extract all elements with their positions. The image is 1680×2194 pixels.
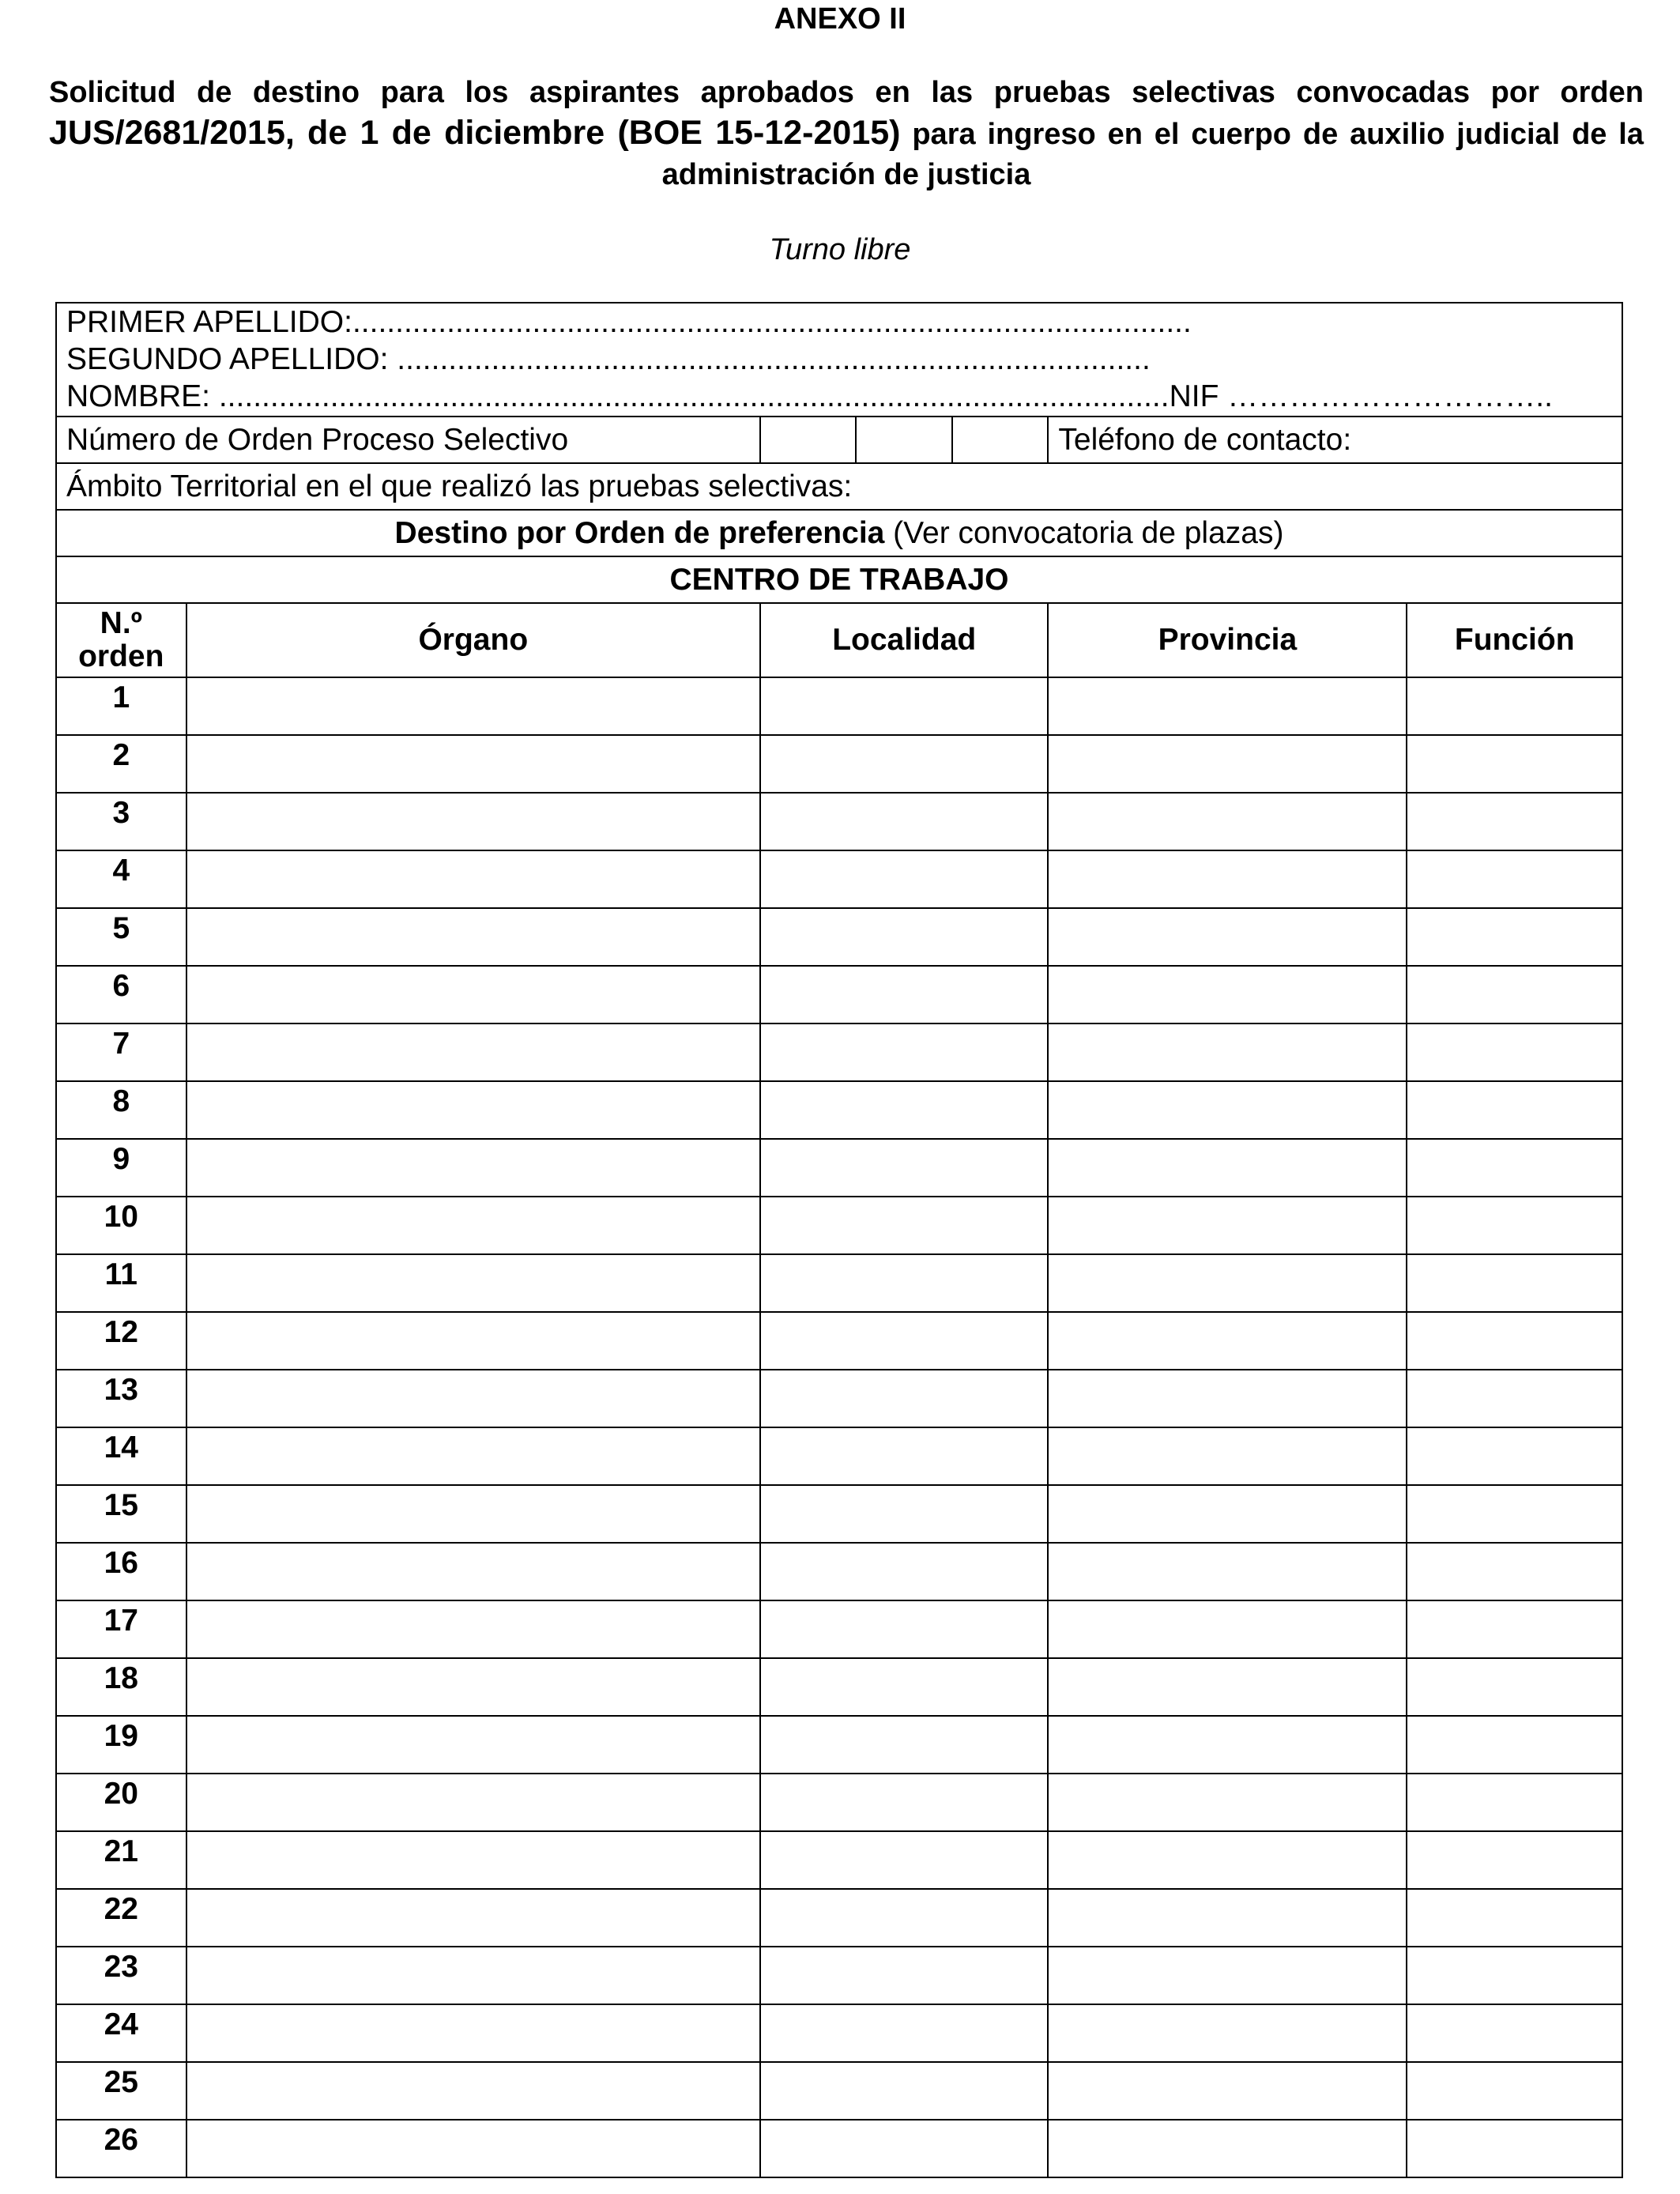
localidad-cell[interactable] — [760, 1889, 1048, 1947]
personal-data-cell — [56, 303, 1622, 417]
row-number: 7 — [56, 1023, 186, 1081]
row-number: 9 — [56, 1139, 186, 1197]
row-number: 4 — [56, 850, 186, 908]
destino-heading — [56, 510, 1622, 556]
row-number: 14 — [56, 1427, 186, 1485]
row-number: 24 — [56, 2004, 186, 2062]
organo-cell[interactable] — [186, 1254, 760, 1312]
organo-cell[interactable] — [186, 1658, 760, 1716]
row-number: 23 — [56, 1947, 186, 2004]
table-row — [56, 1716, 1622, 1774]
header-organo: Órgano — [186, 603, 760, 677]
funcion-cell[interactable] — [1407, 735, 1622, 793]
localidad-cell[interactable] — [760, 1543, 1048, 1600]
document-subtitle — [49, 73, 1644, 195]
organo-cell[interactable] — [186, 966, 760, 1023]
row-number: 22 — [56, 1889, 186, 1947]
table-row — [56, 1197, 1622, 1254]
table-row — [56, 908, 1622, 966]
turno-label: Turno libre — [769, 233, 911, 266]
organo-cell[interactable] — [186, 2120, 760, 2177]
row-number: 26 — [56, 2120, 186, 2177]
provincia-cell[interactable] — [1048, 966, 1407, 1023]
funcion-cell[interactable] — [1407, 1312, 1622, 1370]
funcion-cell[interactable] — [1407, 1831, 1622, 1889]
funcion-cell[interactable] — [1407, 850, 1622, 908]
localidad-cell[interactable] — [760, 1081, 1048, 1139]
organo-cell[interactable] — [186, 1139, 760, 1197]
row-number: 2 — [56, 735, 186, 793]
telefono-field[interactable]: Teléfono de contacto: — [1048, 417, 1622, 463]
provincia-cell[interactable] — [1048, 1600, 1407, 1658]
organo-cell[interactable] — [186, 2062, 760, 2120]
funcion-cell[interactable] — [1407, 2062, 1622, 2120]
localidad-cell[interactable] — [760, 1716, 1048, 1774]
subtitle-part-3: para ingreso en el cuerpo de auxilio judicial de la administración de justicia — [661, 118, 1644, 191]
row-number: 6 — [56, 966, 186, 1023]
row-number: 12 — [56, 1312, 186, 1370]
funcion-cell[interactable] — [1407, 908, 1622, 966]
table-row — [56, 1312, 1622, 1370]
funcion-cell[interactable] — [1407, 677, 1622, 735]
table-row — [56, 1254, 1622, 1312]
localidad-cell[interactable] — [760, 1831, 1048, 1889]
table-row — [56, 1485, 1622, 1543]
row-number: 10 — [56, 1197, 186, 1254]
table-row — [56, 1774, 1622, 1831]
provincia-cell[interactable] — [1048, 735, 1407, 793]
localidad-cell[interactable] — [760, 1774, 1048, 1831]
funcion-cell[interactable] — [1407, 2120, 1622, 2177]
funcion-cell[interactable] — [1407, 1081, 1622, 1139]
organo-cell[interactable] — [186, 735, 760, 793]
nombre-field[interactable]: NOMBRE: ............................................................................................................... — [66, 379, 1170, 413]
provincia-cell[interactable] — [1048, 908, 1407, 966]
subtitle-part-1: Solicitud de destino para los aspirantes aprobados en las pruebas selectivas convocadas por orden — [49, 76, 1644, 109]
row-number: 1 — [56, 677, 186, 735]
provincia-cell[interactable] — [1048, 850, 1407, 908]
table-row — [56, 1023, 1622, 1081]
numero-orden-box-2[interactable] — [856, 417, 951, 463]
provincia-cell[interactable] — [1048, 1485, 1407, 1543]
provincia-cell[interactable] — [1048, 1023, 1407, 1081]
provincia-cell[interactable] — [1048, 1543, 1407, 1600]
funcion-cell[interactable] — [1407, 966, 1622, 1023]
row-number: 3 — [56, 793, 186, 850]
provincia-cell[interactable] — [1048, 793, 1407, 850]
organo-cell[interactable] — [186, 1023, 760, 1081]
funcion-cell[interactable] — [1407, 1716, 1622, 1774]
header-localidad: Localidad — [760, 603, 1048, 677]
row-number: 15 — [56, 1485, 186, 1543]
localidad-cell[interactable] — [760, 1947, 1048, 2004]
funcion-cell[interactable] — [1407, 1889, 1622, 1947]
ambito-field[interactable]: Ámbito Territorial en el que realizó las pruebas selectivas: — [56, 463, 1622, 510]
organo-cell[interactable] — [186, 1774, 760, 1831]
localidad-cell[interactable] — [760, 2062, 1048, 2120]
funcion-cell[interactable] — [1407, 1600, 1622, 1658]
localidad-cell[interactable] — [760, 966, 1048, 1023]
provincia-cell[interactable] — [1048, 2062, 1407, 2120]
localidad-cell[interactable] — [760, 1312, 1048, 1370]
header-provincia: Provincia — [1048, 603, 1407, 677]
provincia-cell[interactable] — [1048, 1774, 1407, 1831]
table-row — [56, 966, 1622, 1023]
provincia-cell[interactable] — [1048, 1139, 1407, 1197]
provincia-cell[interactable] — [1048, 1427, 1407, 1485]
row-number: 19 — [56, 1716, 186, 1774]
funcion-cell[interactable] — [1407, 1774, 1622, 1831]
localidad-cell[interactable] — [760, 1600, 1048, 1658]
header-num-orden — [56, 603, 186, 677]
localidad-cell[interactable] — [760, 2120, 1048, 2177]
localidad-cell[interactable] — [760, 1023, 1048, 1081]
funcion-cell[interactable] — [1407, 1197, 1622, 1254]
organo-cell[interactable] — [186, 1543, 760, 1600]
provincia-cell[interactable] — [1048, 1716, 1407, 1774]
row-number: 25 — [56, 2062, 186, 2120]
organo-cell[interactable] — [186, 2004, 760, 2062]
organo-cell[interactable] — [186, 677, 760, 735]
provincia-cell[interactable] — [1048, 677, 1407, 735]
destino-label-bold: Destino por Orden de preferencia — [394, 516, 885, 550]
table-row — [56, 1427, 1622, 1485]
table-row — [56, 793, 1622, 850]
provincia-cell[interactable] — [1048, 1312, 1407, 1370]
subtitle-part-2: JUS/2681/2015, de 1 de diciembre (BOE 15-12-2015) — [49, 114, 901, 152]
row-number: 13 — [56, 1370, 186, 1427]
provincia-cell[interactable] — [1048, 1197, 1407, 1254]
header-num-line1: N.º — [100, 606, 142, 640]
funcion-cell[interactable] — [1407, 1370, 1622, 1427]
table-row — [56, 735, 1622, 793]
row-number: 5 — [56, 908, 186, 966]
table-row — [56, 1543, 1622, 1600]
table-row — [56, 2120, 1622, 2177]
header-funcion: Función — [1407, 603, 1622, 677]
organo-cell[interactable] — [186, 1716, 760, 1774]
row-number: 17 — [56, 1600, 186, 1658]
localidad-cell[interactable] — [760, 850, 1048, 908]
localidad-cell[interactable] — [760, 1658, 1048, 1716]
funcion-cell[interactable] — [1407, 1947, 1622, 2004]
localidad-cell[interactable] — [760, 1254, 1048, 1312]
centro-trabajo-heading: CENTRO DE TRABAJO — [56, 556, 1622, 603]
nombre-nif-line — [66, 378, 1612, 415]
funcion-cell[interactable] — [1407, 1658, 1622, 1716]
organo-cell[interactable] — [186, 850, 760, 908]
nif-field[interactable]: NIF ………………………….. — [1169, 379, 1553, 413]
row-number: 11 — [56, 1254, 186, 1312]
numero-orden-box-1[interactable] — [760, 417, 856, 463]
destino-label-rest: (Ver convocatoria de plazas) — [884, 516, 1284, 550]
row-number: 8 — [56, 1081, 186, 1139]
application-form-table — [55, 302, 1623, 2178]
table-row — [56, 1139, 1622, 1197]
localidad-cell[interactable] — [760, 677, 1048, 735]
table-row — [56, 1081, 1622, 1139]
document-title: ANEXO II — [774, 2, 906, 36]
numero-orden-box-3[interactable] — [952, 417, 1048, 463]
funcion-cell[interactable] — [1407, 1427, 1622, 1485]
table-row — [56, 1947, 1622, 2004]
segundo-apellido-field[interactable]: SEGUNDO APELLIDO: ........................................................................................ — [66, 342, 1151, 376]
provincia-cell[interactable] — [1048, 1081, 1407, 1139]
table-row — [56, 1658, 1622, 1716]
provincia-cell[interactable] — [1048, 1658, 1407, 1716]
table-row — [56, 2062, 1622, 2120]
header-num-line2: orden — [78, 639, 164, 673]
funcion-cell[interactable] — [1407, 1023, 1622, 1081]
provincia-cell[interactable] — [1048, 1889, 1407, 1947]
organo-cell[interactable] — [186, 1312, 760, 1370]
funcion-cell[interactable] — [1407, 2004, 1622, 2062]
localidad-cell[interactable] — [760, 1427, 1048, 1485]
provincia-cell[interactable] — [1048, 1254, 1407, 1312]
provincia-cell[interactable] — [1048, 1370, 1407, 1427]
organo-cell[interactable] — [186, 793, 760, 850]
localidad-cell[interactable] — [760, 1197, 1048, 1254]
table-row — [56, 1831, 1622, 1889]
table-row — [56, 1600, 1622, 1658]
organo-cell[interactable] — [186, 1197, 760, 1254]
provincia-cell[interactable] — [1048, 1947, 1407, 2004]
localidad-cell[interactable] — [760, 735, 1048, 793]
numero-orden-label: Número de Orden Proceso Selectivo — [56, 417, 760, 463]
table-row — [56, 677, 1622, 735]
organo-cell[interactable] — [186, 1947, 760, 2004]
localidad-cell[interactable] — [760, 793, 1048, 850]
organo-cell[interactable] — [186, 1889, 760, 1947]
table-row — [56, 1370, 1622, 1427]
primer-apellido-field[interactable]: PRIMER APELLIDO:.................................................................................................. — [66, 305, 1192, 339]
funcion-cell[interactable] — [1407, 793, 1622, 850]
localidad-cell[interactable] — [760, 908, 1048, 966]
provincia-cell[interactable] — [1048, 2004, 1407, 2062]
localidad-cell[interactable] — [760, 1485, 1048, 1543]
funcion-cell[interactable] — [1407, 1139, 1622, 1197]
row-number: 18 — [56, 1658, 186, 1716]
localidad-cell[interactable] — [760, 1139, 1048, 1197]
funcion-cell[interactable] — [1407, 1254, 1622, 1312]
table-row — [56, 1889, 1622, 1947]
organo-cell[interactable] — [186, 1081, 760, 1139]
localidad-cell[interactable] — [760, 2004, 1048, 2062]
funcion-cell[interactable] — [1407, 1485, 1622, 1543]
localidad-cell[interactable] — [760, 1370, 1048, 1427]
organo-cell[interactable] — [186, 1600, 760, 1658]
row-number: 16 — [56, 1543, 186, 1600]
row-number: 20 — [56, 1774, 186, 1831]
organo-cell[interactable] — [186, 1370, 760, 1427]
organo-cell[interactable] — [186, 1485, 760, 1543]
organo-cell[interactable] — [186, 908, 760, 966]
funcion-cell[interactable] — [1407, 1543, 1622, 1600]
organo-cell[interactable] — [186, 1427, 760, 1485]
table-row — [56, 2004, 1622, 2062]
provincia-cell[interactable] — [1048, 2120, 1407, 2177]
table-row — [56, 850, 1622, 908]
provincia-cell[interactable] — [1048, 1831, 1407, 1889]
row-number: 21 — [56, 1831, 186, 1889]
organo-cell[interactable] — [186, 1831, 760, 1889]
